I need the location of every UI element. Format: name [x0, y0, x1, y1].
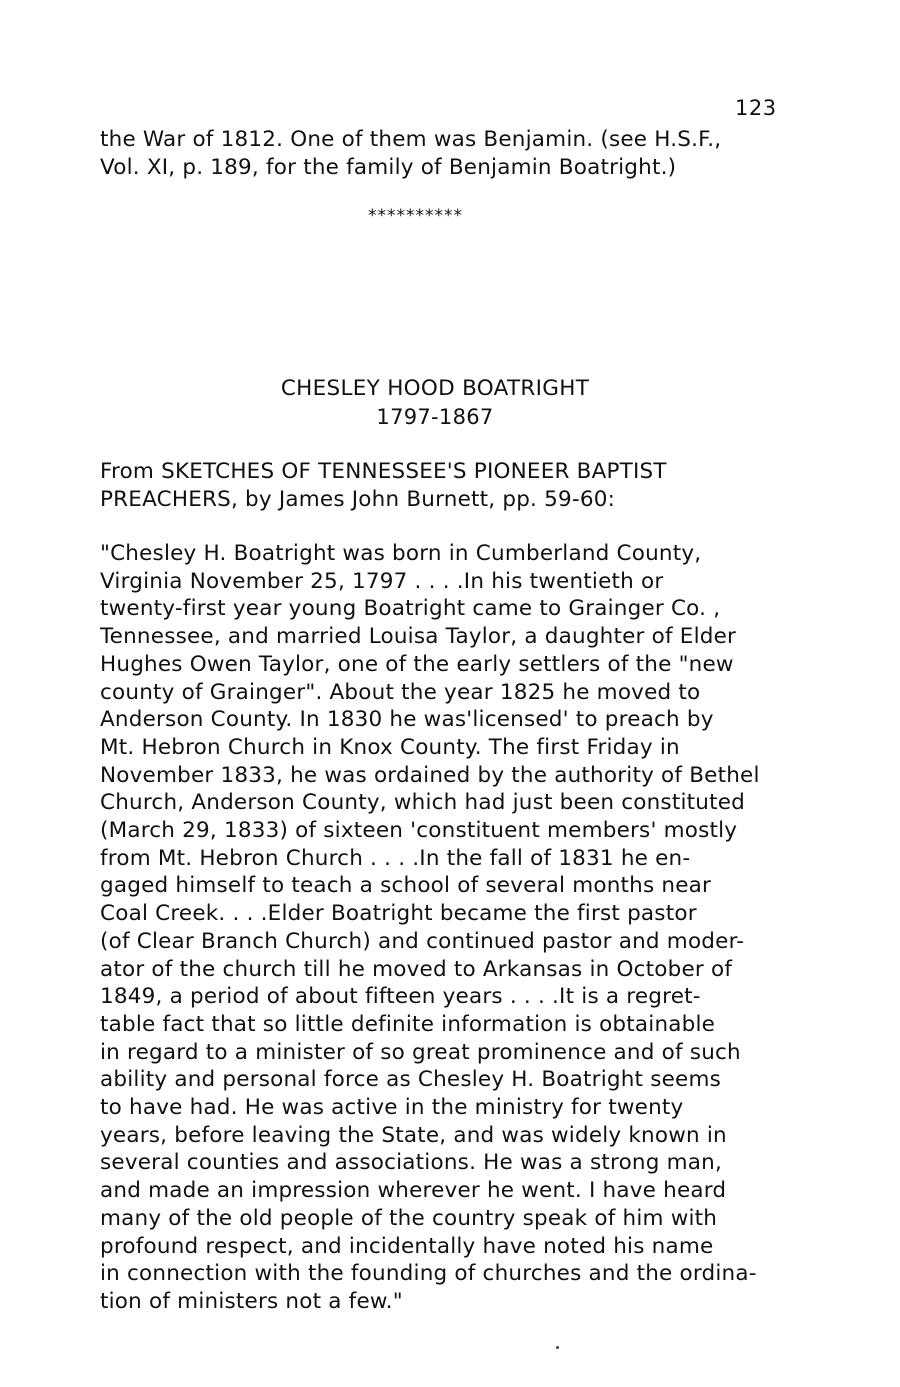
text-line: in connection with the founding of churches and the ordina- — [100, 1261, 757, 1287]
text-line: From SKETCHES OF TENNESSEE'S PIONEER BAPTIST — [100, 459, 667, 484]
text-line: Vol. XI, p. 189, for the family of Benjamin Boatright.) — [100, 154, 677, 180]
text-line: Anderson County. In 1830 he was'licensed' to preach by — [100, 707, 714, 733]
text-line: Mt. Hebron Church in Knox County. The first Friday in — [100, 734, 680, 760]
text-line: table fact that so little definite information is obtainable — [100, 1011, 716, 1037]
page-number: 123 — [735, 96, 777, 120]
text-line: Hughes Owen Taylor, one of the early settlers of the "new — [100, 651, 734, 677]
text-line: Virginia November 25, 1797 . . . .In his twentieth or — [100, 568, 664, 594]
text-line: Tennessee, and married Louisa Taylor, a daughter of Elder — [100, 624, 737, 650]
text-line: tion of ministers not a few." — [100, 1288, 403, 1314]
text-line: twenty-first year young Boatright came to Grainger Co. , — [100, 596, 721, 622]
section-title: CHESLEY HOOD BOATRIGHT — [280, 376, 590, 401]
text-line: several counties and associations. He was a strong man, — [100, 1150, 723, 1176]
text-line: "Chesley H. Boatright was born in Cumberland County, — [100, 541, 702, 566]
section-separator: ********** — [368, 206, 463, 226]
text-line: the War of 1812. One of them was Benjamin. (see H.S.F., — [100, 127, 722, 152]
scan-speck — [556, 1346, 559, 1349]
text-line: ator of the church till he moved to Arkansas in October of — [100, 956, 733, 982]
text-line: in regard to a minister of so great prominence and of such — [100, 1039, 741, 1065]
text-line: many of the old people of the country speak of him with — [100, 1205, 718, 1231]
text-line: PREACHERS, by James John Burnett, pp. 59-60: — [100, 486, 616, 512]
text-line: (March 29, 1833) of sixteen 'constituent members' mostly — [100, 818, 738, 844]
text-line: and made an impression wherever he went. I have heard — [100, 1178, 727, 1204]
text-line: county of Grainger". About the year 1825 he moved to — [100, 679, 701, 705]
text-line: gaged himself to teach a school of several months near — [100, 873, 712, 899]
text-line: (of Clear Branch Church) and continued pastor and moder- — [100, 928, 745, 954]
section-heading — [0, 375, 870, 431]
text-line: from Mt. Hebron Church . . . .In the fall of 1831 he en- — [100, 845, 691, 871]
text-line: Church, Anderson County, which had just been constituted — [100, 790, 745, 816]
text-line: ability and personal force as Chesley H. Boatright seems — [100, 1067, 722, 1093]
section-dates: 1797-1867 — [376, 405, 494, 429]
source-citation — [100, 458, 667, 513]
text-line: 1849, a period of about fifteen years . . . .It is a regret- — [100, 984, 701, 1010]
quote-paragraph — [100, 540, 760, 1316]
text-line: Coal Creek. . . .Elder Boatright became the first pastor — [100, 901, 697, 927]
text-line: profound respect, and incidentally have noted his name — [100, 1233, 714, 1259]
text-line: to have had. He was active in the ministry for twenty — [100, 1095, 684, 1121]
text-line: November 1833, he was ordained by the authority of Bethel — [100, 762, 760, 788]
intro-paragraph — [100, 126, 860, 181]
text-line: years, before leaving the State, and was widely known in — [100, 1122, 727, 1148]
